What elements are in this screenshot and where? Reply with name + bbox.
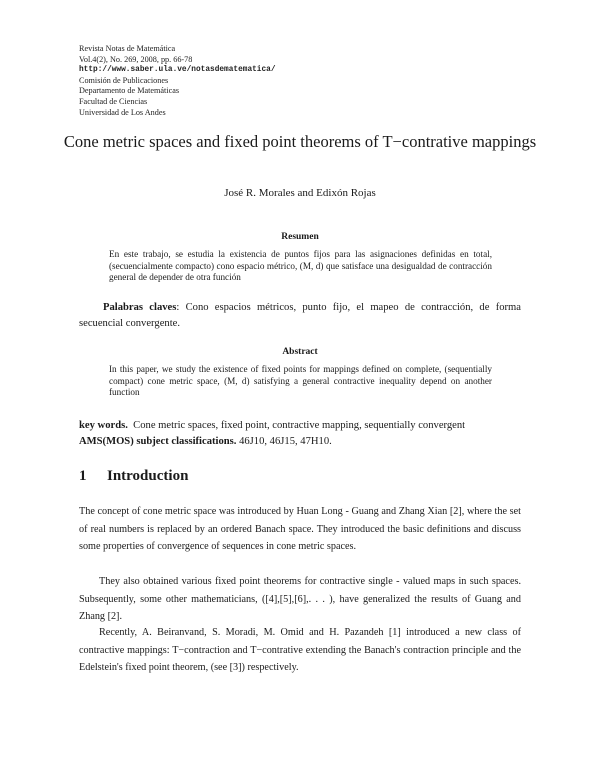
abstract-heading: Abstract (282, 347, 318, 357)
ams-label: AMS(MOS) subject classifications. (79, 436, 237, 447)
palabras-label: Palabras claves (103, 302, 177, 313)
journal-volume: Vol.4(2), No. 269, 2008, pp. 66-78 (79, 54, 193, 64)
keywords-block (79, 418, 521, 450)
intro-paragraph-3: Recently, A. Beiranvand, S. Moradi, M. Omid and H. Pazandeh [1] introduced a new class of contractive mappings: T−contraction and T−contrative extending the Banach's contraction principle and the Edelstein's fixed point theorem, (see [3]) respectively. (79, 627, 521, 673)
paper-authors: José R. Morales and Edixón Rojas (224, 187, 376, 199)
keywords-text: Cone metric spaces, fixed point, contractive mapping, sequentially convergent (133, 420, 466, 431)
paper-title: Cone metric spaces and fixed point theorems of T−contrative mappings (63, 132, 537, 151)
section-title: Introduction (107, 468, 189, 484)
intro-paragraph-1: The concept of cone metric space was introduced by Huan Long - Guang and Zhang Xian [2], where the set of real numbers is replaced by an ordered Banach space. They introduced the basic definitions and discuss some properties of convergence of sequences in cone metric spaces. (79, 506, 521, 552)
journal-name: Revista Notas de Matemática (79, 44, 176, 53)
ams-line (79, 434, 521, 450)
journal-department: Departamento de Matemáticas (79, 86, 180, 96)
resumen-heading: Resumen (281, 232, 319, 242)
intro-paragraph-2: They also obtained various fixed point theorems for contractive single - valued maps in such spaces. Subsequently, some other mathematicians, ([4],[5],[6],. . . ), have generalized the results of Guang and Zhang [2]. (79, 576, 521, 622)
journal-commission: Comisión de Publicaciones (79, 75, 169, 85)
palabras-claves (79, 300, 521, 332)
keywords-label: key words. (79, 420, 128, 431)
keywords-line (79, 418, 521, 434)
palabras-text: : Cono espacios métricos, punto fijo, el mapeo de contracción, de forma secuencial convergente. (79, 302, 521, 329)
journal-faculty: Facultad de Ciencias (79, 96, 148, 106)
resumen-body: En este trabajo, se estudia la existencia de puntos fijos para las asignaciones definidas en total, (secuencialmente compacto) cono espacio métrico, (M, d) que satisface una desigualdad de contracción general de depender de otra función (109, 249, 492, 283)
abstract-body: In this paper, we study the existence of fixed points for mappings defined on complete, (sequentially compact) cone metric space, (M, d) satisfying a general contractive inequality depend on another function (109, 364, 492, 398)
journal-header (79, 44, 276, 118)
section-number: 1 (79, 468, 87, 484)
journal-university: Universidad de Los Andes (79, 107, 166, 117)
ams-text: 46J10, 46J15, 47H10. (239, 436, 332, 447)
section-heading-introduction (79, 468, 188, 485)
journal-url-link[interactable]: http://www.saber.ula.ve/notasdematematica/ (79, 66, 276, 75)
